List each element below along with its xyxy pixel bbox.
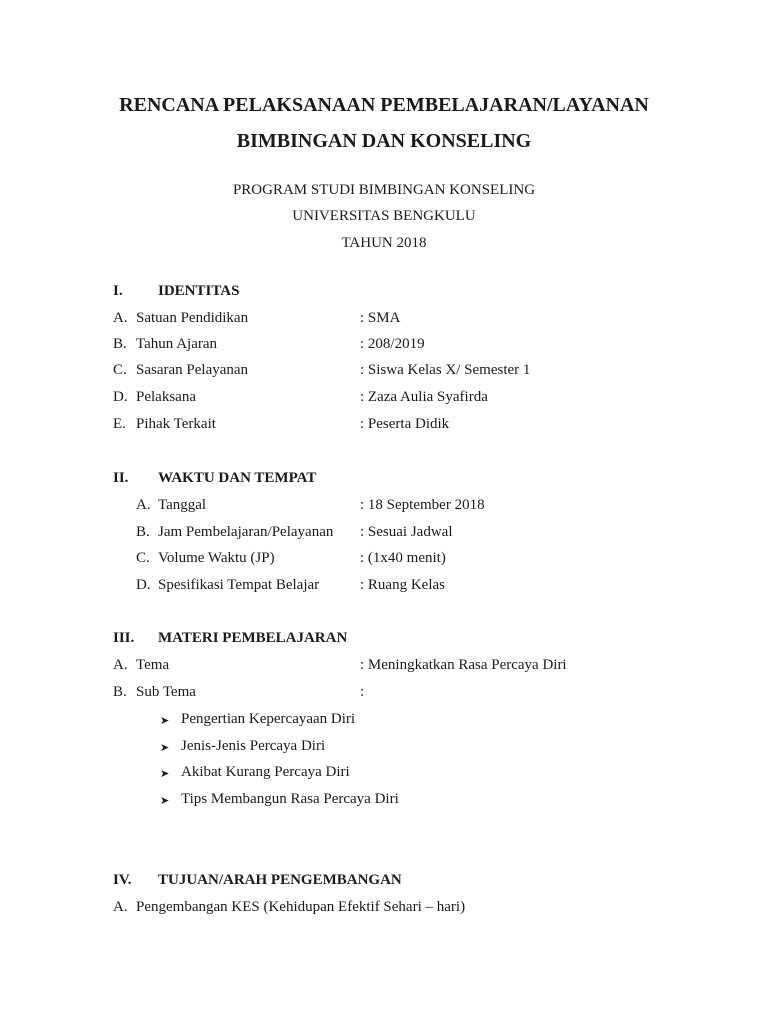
time-row-value: : Sesuai Jadwal [360,524,453,540]
time-row-value: : (1x40 menit) [360,550,446,566]
time-row-letter: B. [136,524,150,540]
section-1-title: IDENTITAS [158,283,240,299]
material-row-label: Tema [136,657,170,673]
document-title-line-1: RENCANA PELAKSANAAN PEMBELAJARAN/LAYANAN [119,94,649,116]
identity-row-letter: E. [113,416,126,432]
identity-row-letter: C. [113,362,127,378]
subtopic-item: Pengertian Kepercayaan Diri [181,711,356,727]
identity-row-label: Sasaran Pelayanan [136,362,249,378]
identity-row-letter: A. [113,310,128,326]
arrow-bullet-icon: ➤ [160,741,170,754]
identity-row-label: Pihak Terkait [136,416,216,432]
material-row-letter: A. [113,657,128,673]
goal-row-label: Pengembangan KES (Kehidupan Efektif Sehari – hari) [136,899,466,915]
document-title-line-2: BIMBINGAN DAN KONSELING [236,130,532,152]
identity-row-label: Pelaksana [136,389,196,405]
time-row-letter: D. [136,577,151,593]
material-row-label: Sub Tema [136,684,196,700]
section-2-title: WAKTU DAN TEMPAT [158,470,317,486]
section-3-title: MATERI PEMBELAJARAN [158,630,348,646]
time-row-label: Jam Pembelajaran/Pelayanan [158,524,334,540]
identity-row-value: : Peserta Didik [360,416,450,432]
university-name: UNIVERSITAS BENGKULU [292,208,476,224]
time-row-value: : Ruang Kelas [360,577,445,593]
identity-row-label: Satuan Pendidikan [136,310,249,326]
time-row-letter: A. [136,497,151,513]
goal-row-letter: A. [113,899,128,915]
arrow-bullet-icon: ➤ [160,767,170,780]
identity-row-value: : SMA [360,310,401,326]
section-4-number: IV. [113,872,132,888]
time-row-value: : 18 September 2018 [360,497,485,513]
identity-row-label: Tahun Ajaran [136,336,218,352]
section-3-number: III. [113,630,135,646]
time-row-label: Tanggal [158,497,207,513]
identity-row-letter: D. [113,389,128,405]
time-row-label: Spesifikasi Tempat Belajar [158,577,320,593]
identity-row-letter: B. [113,336,127,352]
year-label: TAHUN 2018 [341,235,427,251]
material-row-value: : [360,684,365,700]
material-row-letter: B. [113,684,127,700]
time-row-label: Volume Waktu (JP) [158,550,275,566]
section-2-number: II. [113,470,129,486]
material-row-value: : Meningkatkan Rasa Percaya Diri [360,657,567,673]
program-name: PROGRAM STUDI BIMBINGAN KONSELING [232,182,536,198]
section-1-number: I. [113,283,123,299]
subtopic-item: Jenis-Jenis Percaya Diri [181,738,326,754]
identity-row-value: : Zaza Aulia Syafirda [360,389,488,405]
section-4-title: TUJUAN/ARAH PENGEMBANGAN [158,872,402,888]
time-row-letter: C. [136,550,150,566]
subtopic-item: Tips Membangun Rasa Percaya Diri [181,791,399,807]
identity-row-value: : Siswa Kelas X/ Semester 1 [360,362,531,378]
identity-row-value: : 208/2019 [360,336,425,352]
arrow-bullet-icon: ➤ [160,794,170,807]
arrow-bullet-icon: ➤ [160,714,170,727]
subtopic-item: Akibat Kurang Percaya Diri [181,764,350,780]
